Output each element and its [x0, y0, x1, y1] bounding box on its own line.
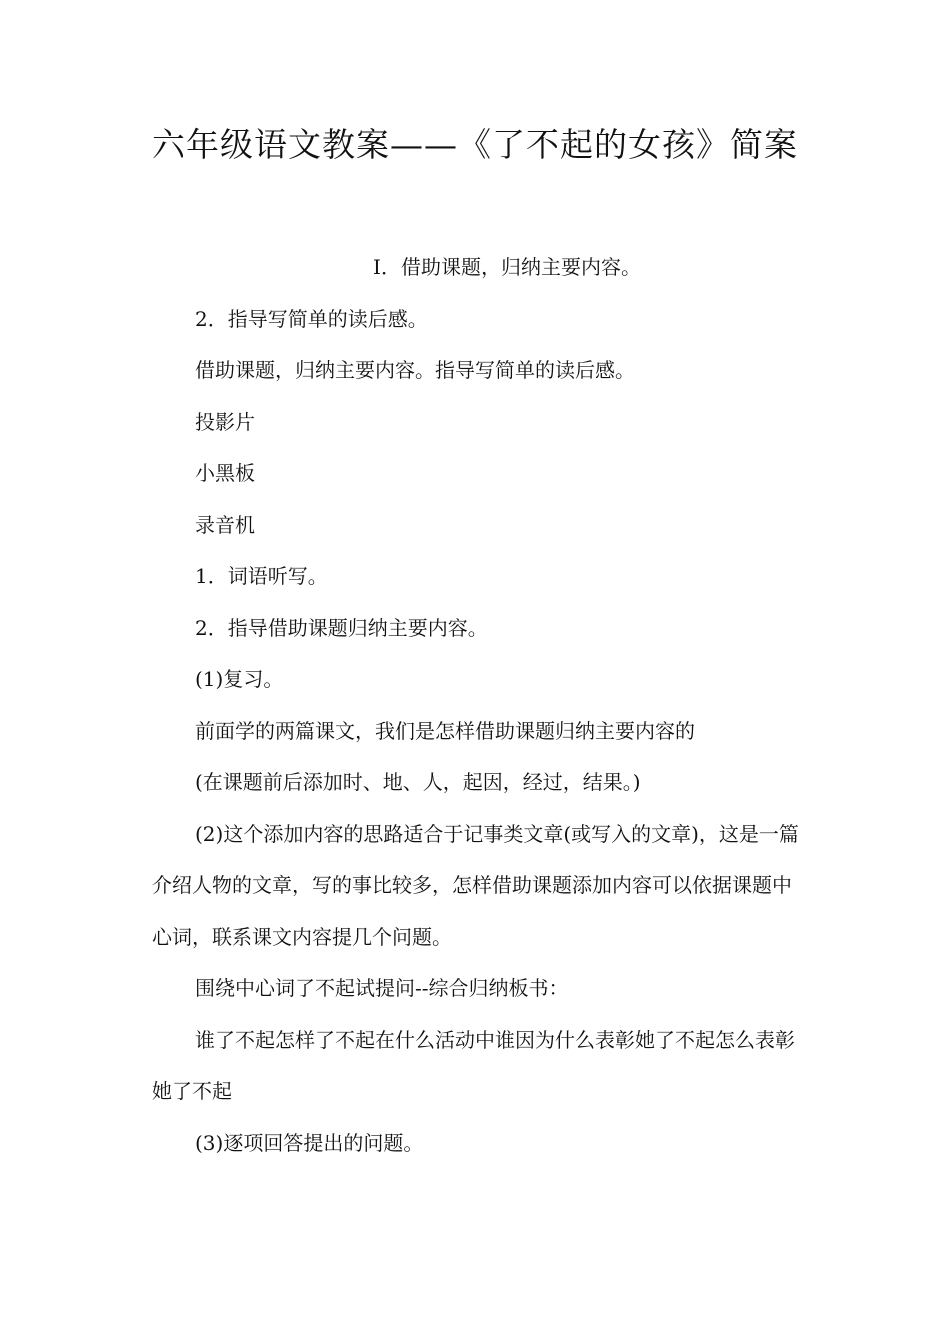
paragraph-material-blackboard: 小黑板	[195, 461, 255, 485]
paragraph-answer-questions: (3)逐项回答提出的问题。	[195, 1130, 424, 1155]
paragraph-material-recorder: 录音机	[195, 512, 255, 537]
paragraph-board-questions: 谁了不起怎样了不起在什么活动中谁因为什么表彰她了不起怎么表彰她了不起	[152, 1027, 795, 1103]
paragraph-review: (1)复习。	[195, 667, 284, 691]
paragraph-step-1: 1．词语听写。	[195, 564, 328, 588]
paragraph-objective-1: I．借助课题，归纳主要内容。	[373, 255, 641, 279]
document-body	[152, 242, 802, 1169]
paragraph-review-answer: (在课题前后添加时、地、人，起因，经过，结果。)	[195, 770, 641, 794]
paragraph-key-points: 借助课题，归纳主要内容。指导写简单的读后感。	[195, 358, 635, 382]
document-title: 六年级语文教案——《了不起的女孩》简案	[152, 125, 798, 164]
paragraph-step-2: 2．指导借助课题归纳主要内容。	[195, 615, 488, 640]
paragraph-board-heading: 围绕中心词了不起试提问--综合归纳板书：	[195, 976, 569, 1000]
paragraph-review-question: 前面学的两篇课文，我们是怎样借助课题归纳主要内容的	[195, 718, 695, 743]
paragraph-approach: (2)这个添加内容的思路适合于记事类文章(或写入的文章)，这是一篇介绍人物的文章，写的事比较多，怎样借助课题添加内容可以依据课题中心词，联系课文内容提几个问题。	[152, 821, 799, 949]
paragraph-material-projector: 投影片	[195, 409, 255, 434]
paragraph-objective-2: 2．指导写简单的读后感。	[195, 306, 428, 331]
